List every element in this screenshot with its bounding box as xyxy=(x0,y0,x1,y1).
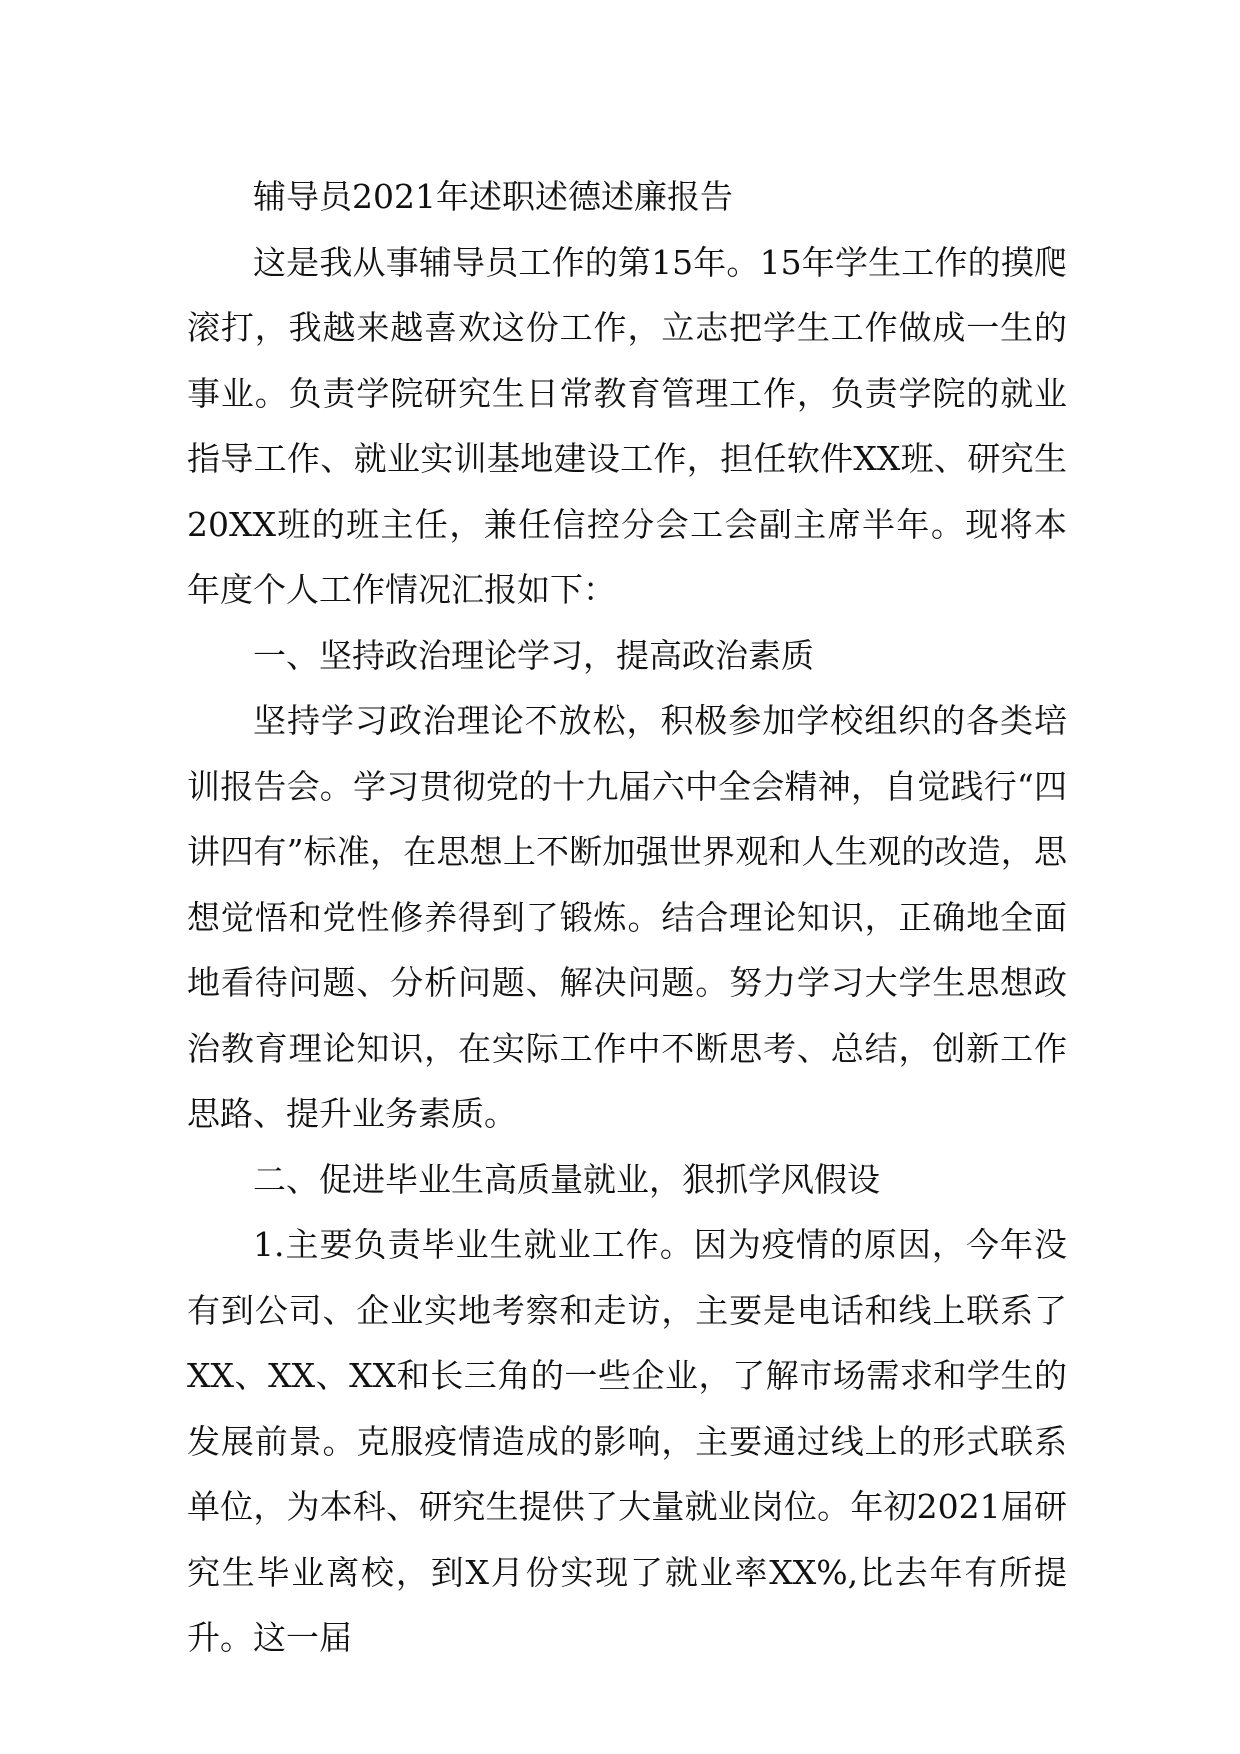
section-heading-1: 一、坚持政治理论学习，提高政治素质 xyxy=(253,635,814,675)
section-heading-2: 二、促进毕业生高质量就业，狠抓学风假设 xyxy=(253,1159,880,1199)
paragraph-section-2-item-1: 1.主要负责毕业生就业工作。因为疫情的原因，今年没有到公司、企业实地考察和走访，主要是电话和线上联系了XX、XX、XX和长三角的一些企业，了解市场需求和学生的发展前景。克服疫情造成的影响，主要通过线上的形式联系单位，为本科、研究生提供了大量就业岗位。年初2021届研究生毕业离校，到X月份实现了就业率XX%,比去年有所提升。这一届 xyxy=(187,1225,1067,1657)
document-title: 辅导员2021年述职述德述廉报告 xyxy=(253,177,733,216)
paragraph-section-1: 坚持学习政治理论不放松，积极参加学校组织的各类培训报告会。学习贯彻党的十九届六中全会精神，自觉践行“四讲四有”标准，在思想上不断加强世界观和人生观的改造，思想觉悟和党性修养得到了锻炼。结合理论知识，正确地全面地看待问题、分析问题、解决问题。努力学习大学生思想政治教育理论知识，在实际工作中不断思考、总结，创新工作思路、提升业务素质。 xyxy=(187,701,1067,1133)
document-body xyxy=(187,164,1067,1671)
paragraph-intro: 这是我从事辅导员工作的第15年。15年学生工作的摸爬滚打，我越来越喜欢这份工作，立志把学生工作做成一生的事业。负责学院研究生日常教育管理工作，负责学院的就业指导工作、就业实训基地建设工作，担任软件XX班、研究生20XX班的班主任，兼任信控分会工会副主席半年。现将本年度个人工作情况汇报如下： xyxy=(187,242,1067,609)
